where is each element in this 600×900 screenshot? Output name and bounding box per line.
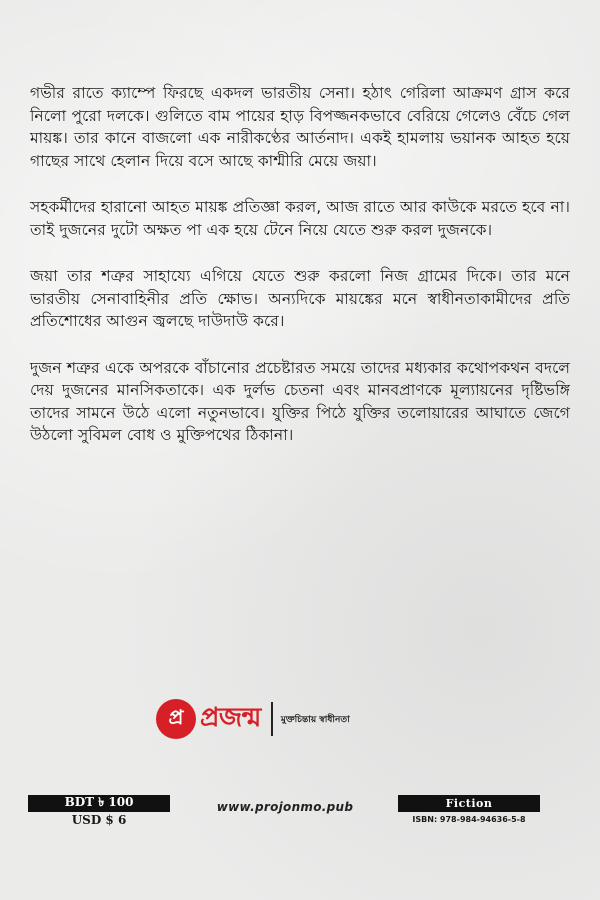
website-url: www.projonmo.pub bbox=[216, 800, 354, 814]
blurb-paragraph-3: জয়া তার শত্রুর সাহায্যে এগিয়ে যেতে শুরু করলো নিজ গ্রামের দিকে। তার মনে ভারতীয় সেনাবাহিনীর প্রতি ক্ষোভ। অন্যদিকে মায়ঙ্কের মনে স্বাধীনতাকামীদের প্রতি প্রতিশোধের আগুন জ্বলছে দাউদাউ করে। bbox=[30, 267, 570, 330]
publisher-logo-icon: প্র bbox=[156, 699, 196, 739]
price-box bbox=[28, 795, 170, 827]
publisher-tagline: মুক্তচিন্তায় স্বাধীনতা bbox=[280, 714, 350, 725]
blurb-paragraph-2: সহকর্মীদের হারানো আহত মায়ঙ্ক প্রতিজ্ঞা করল, আজ রাতে আর কাউকে মরতে হবে না। তাই দুজনের দুটো অক্ষত পা এক হয়ে টেনে নিয়ে যেতে শুরু করল দুজনকে। bbox=[30, 198, 570, 239]
genre-box bbox=[398, 795, 540, 824]
publisher-logo bbox=[156, 697, 456, 741]
price-bdt: BDT ৳ 100 bbox=[28, 795, 170, 812]
price-usd: USD $ 6 bbox=[71, 813, 127, 827]
genre-label: Fiction bbox=[398, 795, 540, 812]
blurb-paragraph-1: গভীর রাতে ক্যাম্পে ফিরছে একদল ভারতীয় সেনা। হঠাৎ গেরিলা আক্রমণ গ্রাস করে নিলো পুরো দলকে। গুলিতে বাম পায়ের হাড় বিপজ্জনকভাবে বেরিয়ে গেলেও বেঁচে গেল মায়ঙ্ক। তার কানে বাজলো এক নারীকণ্ঠের আর্তনাদ। একই হামলায় ভয়ানক আহত হয়ে গাছের সাথে হেলান দিয়ে বসে আছে কাশ্মীরি মেয়ে জয়া। bbox=[30, 84, 570, 170]
isbn: ISBN: 978-984-94636-5-8 bbox=[412, 815, 526, 824]
logo-divider bbox=[271, 702, 273, 736]
publisher-name: প্রজন্ম bbox=[200, 703, 261, 733]
blurb-paragraph-4: দুজন শত্রুর একে অপরকে বাঁচানোর প্রচেষ্টারত সময়ে তাদের মধ্যকার কথোপকথন বদলে দেয় দুজনের মানসিকতাকে। এক দুর্লভ চেতনা এবং মানবপ্রাণকে মূল্যায়নের দৃষ্টিভঙ্গি তাদের সামনে উঠে এলো নতুনভাবে। যুক্তির পিঠে যুক্তির তলোয়ারের আঘাতে জেগে উঠলো সুবিমল বোধ ও মুক্তিপথের ঠিকানা। bbox=[30, 358, 570, 444]
blurb-text bbox=[30, 82, 570, 471]
